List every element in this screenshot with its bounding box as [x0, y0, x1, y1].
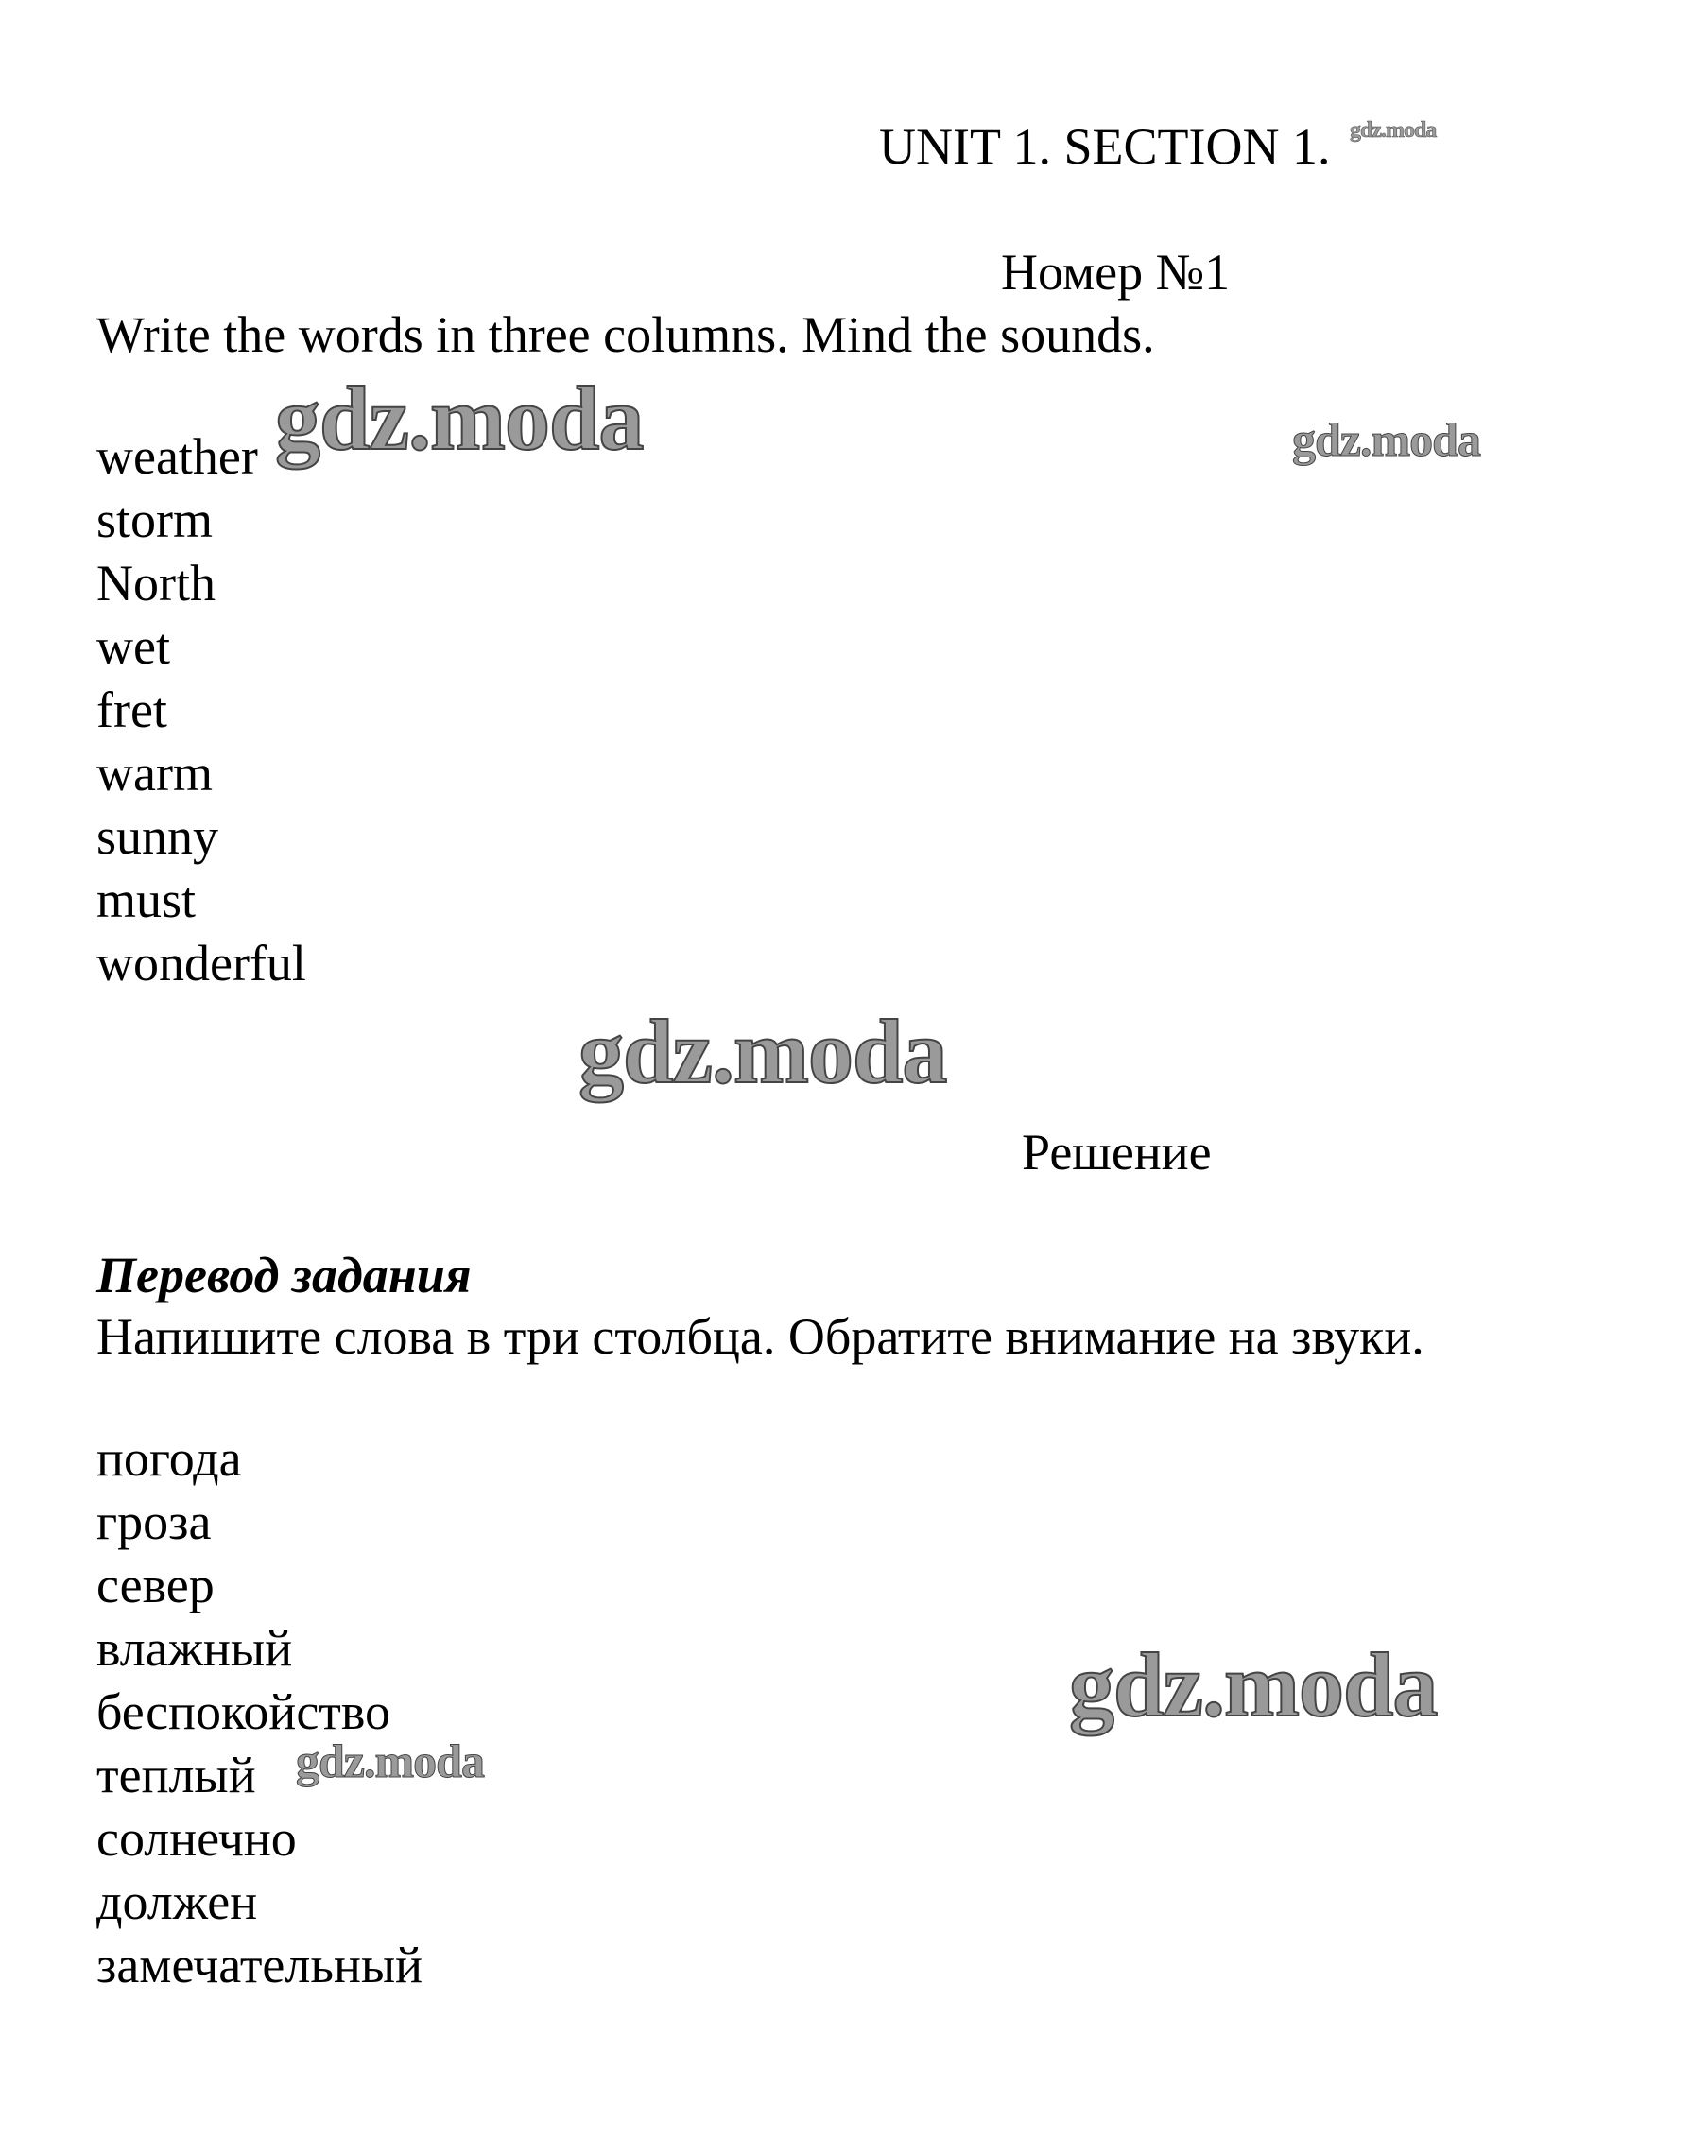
list-item: теплый	[96, 1747, 256, 1803]
watermark: gdz.moda	[1069, 1634, 1438, 1735]
watermark: gdz.moda	[1350, 118, 1437, 143]
exercise-number: Номер №1	[1001, 244, 1231, 301]
task-instruction: Write the words in three columns. Mind the sounds.	[96, 306, 1155, 363]
list-item: влажный	[96, 1620, 293, 1677]
watermark: gdz.moda	[296, 1734, 484, 1787]
watermark: gdz.moda	[275, 368, 644, 469]
list-item: wet	[96, 618, 170, 675]
watermark: gdz.moda	[1292, 413, 1480, 466]
list-item: must	[96, 871, 197, 928]
list-item: погода	[96, 1430, 242, 1487]
list-item: North	[96, 555, 216, 612]
watermark: gdz.moda	[578, 1001, 947, 1102]
list-item: беспокойство	[96, 1683, 391, 1740]
solution-label: Решение	[1022, 1124, 1212, 1181]
list-item: weather	[96, 428, 258, 485]
russian-word-list	[96, 1427, 423, 1997]
list-item: должен	[96, 1873, 258, 1930]
list-item: замечательный	[96, 1937, 423, 1993]
list-item: wonderful	[96, 935, 306, 992]
translation-instruction: Напишите слова в три столбца. Обратите внимание на звуки.	[96, 1308, 1424, 1365]
list-item: warm	[96, 745, 213, 802]
list-item: sunny	[96, 808, 219, 865]
unit-title: UNIT 1. SECTION 1.	[879, 118, 1331, 175]
translation-heading: Перевод задания	[96, 1247, 472, 1303]
english-word-list	[96, 425, 306, 995]
list-item: север	[96, 1557, 215, 1613]
list-item: fret	[96, 681, 167, 738]
list-item: гроза	[96, 1493, 212, 1550]
list-item: storm	[96, 492, 214, 548]
list-item: солнечно	[96, 1810, 297, 1867]
